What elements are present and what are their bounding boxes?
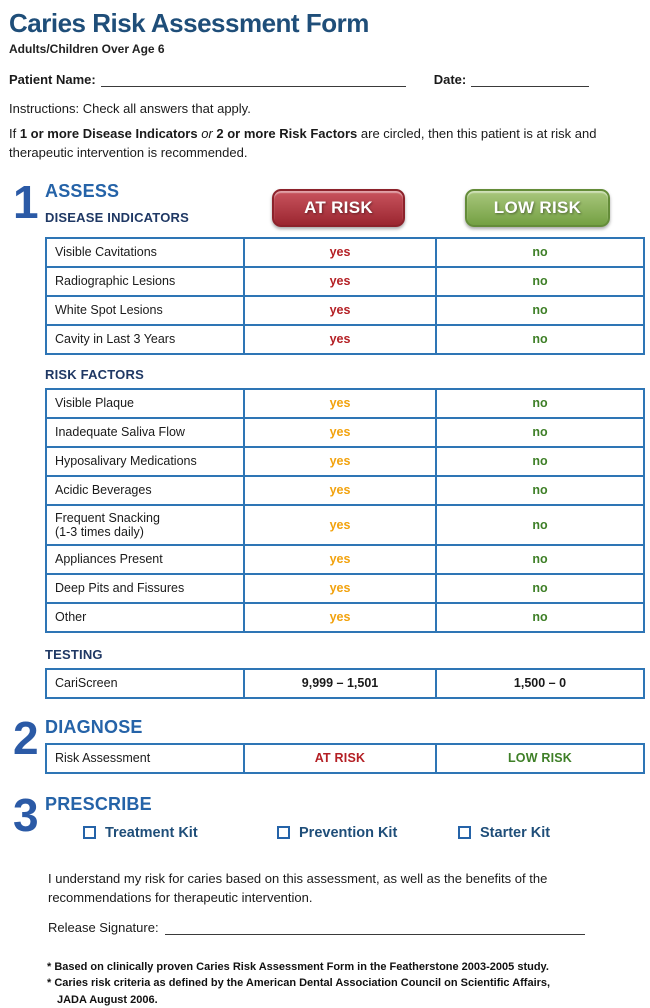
patient-name-input[interactable] <box>101 72 406 87</box>
table-row <box>46 574 644 603</box>
footnote-2: * Caries risk criteria as defined by the American Dental Association Council on Scientific Affairs, <box>47 977 551 990</box>
no-option[interactable]: no <box>436 447 644 476</box>
diagnose-title: DIAGNOSE <box>45 716 143 737</box>
no-option[interactable]: no <box>436 267 644 296</box>
row-label: Cavity in Last 3 Years <box>46 325 244 354</box>
patient-row <box>9 72 641 87</box>
yes-option[interactable]: yes <box>244 238 436 267</box>
row-label: Frequent Snacking (1-3 times daily) <box>46 505 244 545</box>
section-diagnose <box>0 711 650 774</box>
section-prescribe <box>0 788 650 851</box>
section-number-1: 1 <box>13 175 39 228</box>
kit-label: Starter Kit <box>480 824 551 841</box>
no-option[interactable]: no <box>436 418 644 447</box>
release-signature-row <box>48 920 641 935</box>
yes-option[interactable]: yes <box>244 296 436 325</box>
disease-indicators-table <box>45 237 645 355</box>
patient-name-label: Patient Name: <box>9 72 96 87</box>
table-row <box>46 447 644 476</box>
page-subtitle: Adults/Children Over Age 6 <box>9 42 165 56</box>
page-title: Caries Risk Assessment Form <box>9 8 369 38</box>
treatment-kit-checkbox[interactable] <box>83 825 198 841</box>
row-label: Risk Assessment <box>46 744 244 773</box>
row-label: White Spot Lesions <box>46 296 244 325</box>
row-label: Inadequate Saliva Flow <box>46 418 244 447</box>
table-row <box>46 744 644 773</box>
testing-heading: TESTING <box>45 646 103 662</box>
risk-factors-table <box>45 388 645 633</box>
yes-option[interactable]: yes <box>244 325 436 354</box>
row-label: Appliances Present <box>46 545 244 574</box>
yes-option[interactable]: yes <box>244 267 436 296</box>
diagnose-table <box>45 743 645 774</box>
row-label: Visible Plaque <box>46 389 244 418</box>
at-risk-range: 9,999 – 1,501 <box>244 669 436 698</box>
table-row <box>46 669 644 698</box>
section-number-2: 2 <box>13 711 39 764</box>
row-label: Deep Pits and Fissures <box>46 574 244 603</box>
at-risk-button[interactable]: AT RISK <box>272 189 405 227</box>
table-row <box>46 267 644 296</box>
date-input[interactable] <box>471 72 589 87</box>
risk-note: If 1 or more Disease Indicators or 2 or more Risk Factors are circled, then this patient is at risk and therapeutic intervention is recommended. <box>9 126 597 160</box>
release-signature-input[interactable] <box>165 920 585 935</box>
row-label: Other <box>46 603 244 632</box>
table-row <box>46 325 644 354</box>
kit-label: Treatment Kit <box>105 824 198 841</box>
at-risk-option[interactable]: AT RISK <box>244 744 436 773</box>
row-label: Radiographic Lesions <box>46 267 244 296</box>
low-risk-option[interactable]: LOW RISK <box>436 744 644 773</box>
table-row <box>46 476 644 505</box>
footnote-1: * Based on clinically proven Caries Risk Assessment Form in the Featherstone 2003-2005 study. <box>47 960 549 973</box>
no-option[interactable]: no <box>436 238 644 267</box>
no-option[interactable]: no <box>436 603 644 632</box>
row-label: CariScreen <box>46 669 244 698</box>
risk-factors-heading: RISK FACTORS <box>45 366 144 382</box>
release-signature-label: Release Signature: <box>48 919 159 935</box>
low-risk-range: 1,500 – 0 <box>436 669 644 698</box>
acknowledgement-text: I understand my risk for caries based on this assessment, as well as the benefits of the recommendations for therapeutic intervention. <box>48 870 548 906</box>
yes-option[interactable]: yes <box>244 418 436 447</box>
no-option[interactable]: no <box>436 476 644 505</box>
yes-option[interactable]: yes <box>244 447 436 476</box>
no-option[interactable]: no <box>436 505 644 545</box>
table-row <box>46 603 644 632</box>
yes-option[interactable]: yes <box>244 574 436 603</box>
yes-option[interactable]: yes <box>244 545 436 574</box>
section-number-3: 3 <box>13 788 39 841</box>
row-label: Acidic Beverages <box>46 476 244 505</box>
no-option[interactable]: no <box>436 325 644 354</box>
date-label: Date: <box>433 72 467 87</box>
row-label: Hyposalivary Medications <box>46 447 244 476</box>
table-row <box>46 505 644 545</box>
no-option[interactable]: no <box>436 545 644 574</box>
no-option[interactable]: no <box>436 574 644 603</box>
table-row <box>46 545 644 574</box>
starter-kit-checkbox[interactable] <box>458 825 550 841</box>
table-row <box>46 418 644 447</box>
footnote-2-continued: JADA August 2006. <box>57 993 158 1006</box>
prevention-kit-checkbox[interactable] <box>277 825 397 841</box>
kit-label: Prevention Kit <box>299 824 398 841</box>
yes-option[interactable]: yes <box>244 603 436 632</box>
row-label: Visible Cavitations <box>46 238 244 267</box>
checkbox-icon <box>458 826 471 839</box>
yes-option[interactable]: yes <box>244 389 436 418</box>
kit-options-row <box>45 825 643 851</box>
low-risk-button[interactable]: LOW RISK <box>465 189 610 227</box>
table-row <box>46 296 644 325</box>
table-row <box>46 389 644 418</box>
testing-table <box>45 668 645 699</box>
yes-option[interactable]: yes <box>244 476 436 505</box>
prescribe-title: PRESCRIBE <box>45 793 152 814</box>
yes-option[interactable]: yes <box>244 505 436 545</box>
no-option[interactable]: no <box>436 296 644 325</box>
section-assess <box>0 175 650 699</box>
disease-indicators-heading: DISEASE INDICATORS <box>45 209 189 225</box>
no-option[interactable]: no <box>436 389 644 418</box>
assess-title: ASSESS <box>45 180 120 201</box>
instructions-text: Instructions: Check all answers that apply. <box>9 101 251 116</box>
checkbox-icon <box>83 826 96 839</box>
footnotes <box>47 959 641 1008</box>
table-row <box>46 238 644 267</box>
checkbox-icon <box>277 826 290 839</box>
